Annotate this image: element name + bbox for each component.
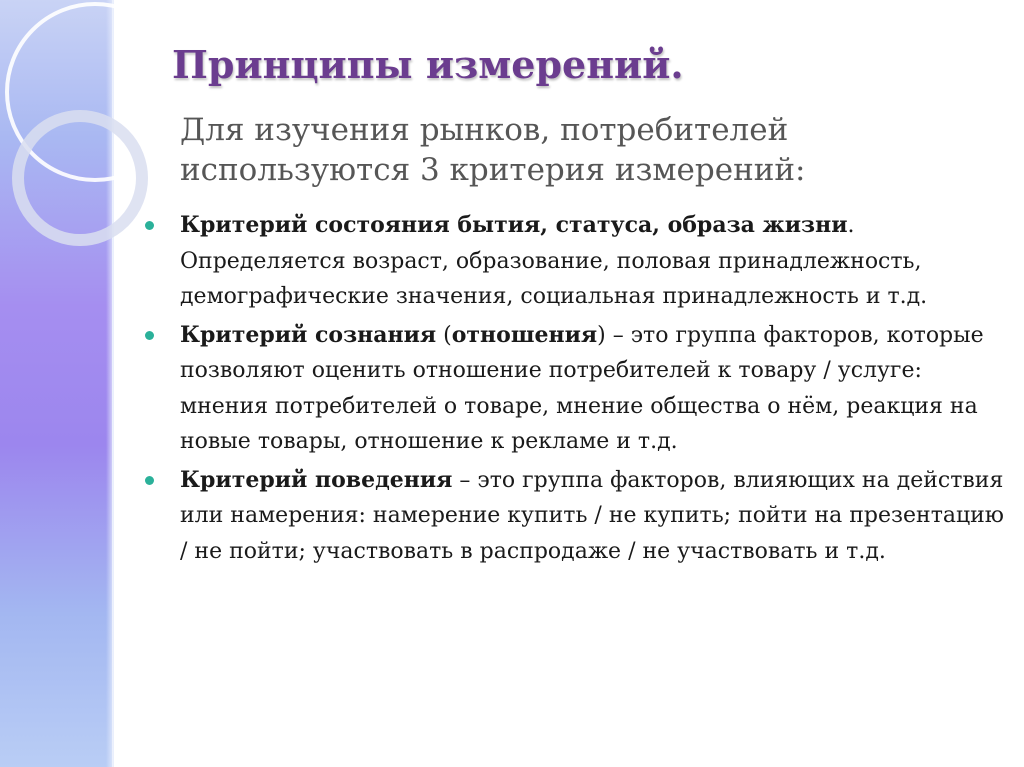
- criterion-paren-open: (: [436, 322, 452, 348]
- criterion-description: – это группа факторов, влияющих на действия или намерения: намерение купить / не купить; пойти на презентацию / не пойти; участвовать в распродаже / не участвовать и т.д.: [180, 467, 1004, 564]
- criterion-description: ) – это группа факторов, которые позволяют оценить отношение потребителей к товару / услуге: мнения потребителей о товаре, мнение общества о нём, реакция на новые товары, отношение к рекламе и т.д.: [180, 322, 984, 454]
- criterion-heading: Критерий поведения: [180, 466, 453, 493]
- criterion-heading: Критерий состояния бытия, статуса, образа жизни: [180, 212, 848, 238]
- list-item-criterion-behavior: [145, 463, 1005, 570]
- decorative-ring-large: [7, 4, 183, 180]
- criteria-list: [145, 208, 1005, 569]
- slide-subtitle: Для изучения рынков, потребителей используются 3 критерия измерений:: [180, 112, 806, 188]
- list-item-criterion-status: [145, 208, 1005, 315]
- criterion-description: . Определяется возраст, образование, половая принадлежность, демографические значения, социальная принадлежность и т.д.: [180, 213, 928, 309]
- slide-title: Принципы измерений.: [172, 42, 684, 87]
- bullet-dot-icon: [145, 221, 154, 230]
- bullet-dot-icon: [145, 476, 154, 485]
- bullet-dot-icon: [145, 331, 154, 340]
- list-item-criterion-consciousness: [145, 318, 1005, 460]
- criterion-heading: Критерий сознания: [180, 321, 437, 348]
- criterion-heading-parenthetical: отношения: [451, 321, 598, 348]
